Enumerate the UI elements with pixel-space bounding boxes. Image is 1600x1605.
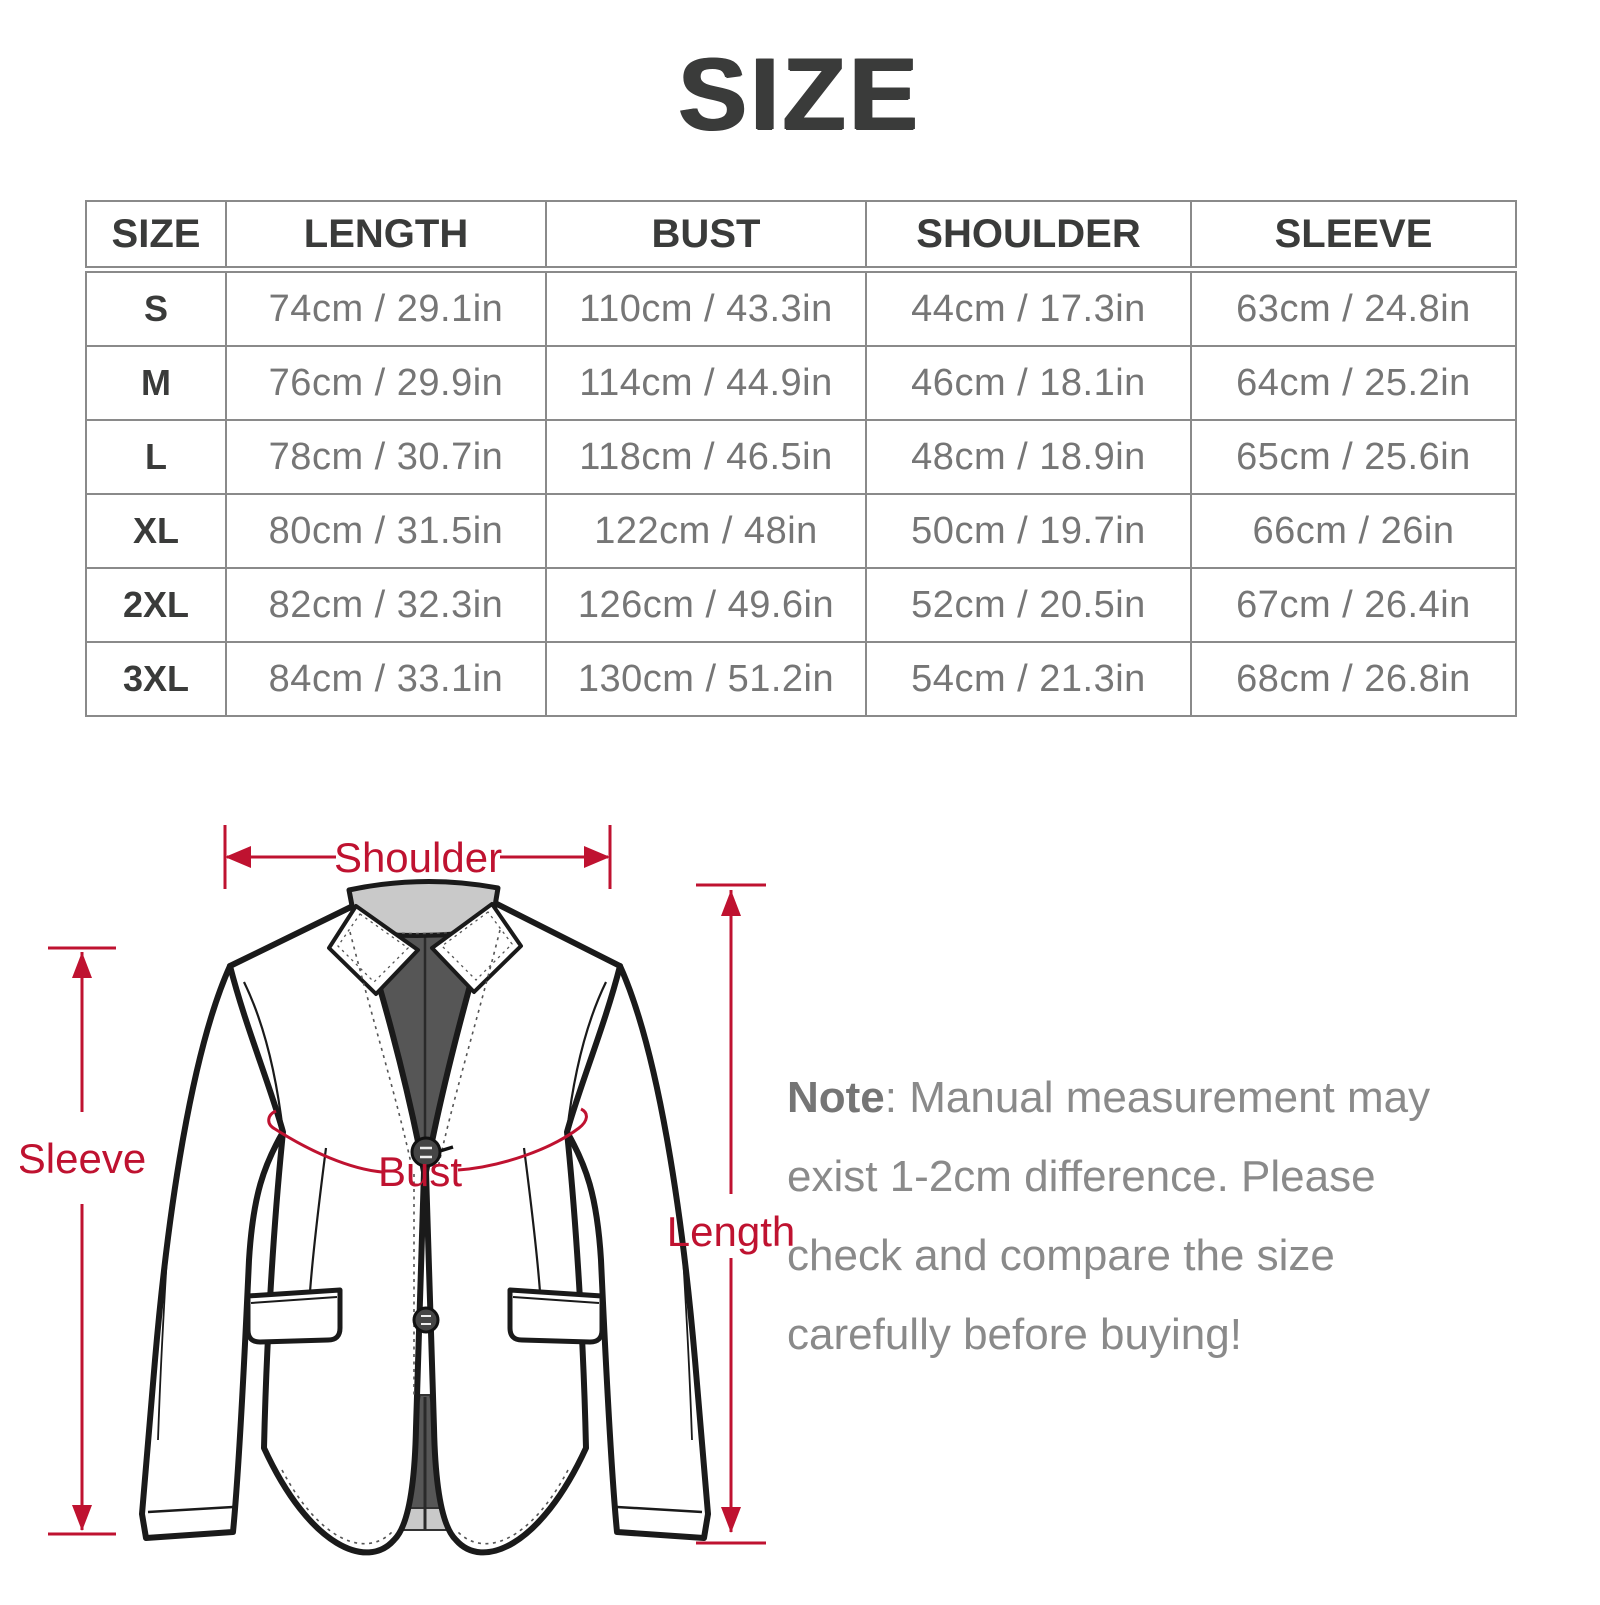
size-table: [85, 200, 1517, 717]
bust-value: 126cm / 49.6in: [546, 568, 866, 642]
page-title: SIZE: [678, 37, 922, 151]
header-size: SIZE: [86, 201, 226, 270]
length-label: Length: [666, 1208, 796, 1255]
table-row: [86, 568, 1516, 642]
sleeve-value: 68cm / 26.8in: [1191, 642, 1516, 716]
table-row: [86, 420, 1516, 494]
size-label: 3XL: [86, 642, 226, 716]
sleeve-value: 64cm / 25.2in: [1191, 346, 1516, 420]
shoulder-value: 46cm / 18.1in: [866, 346, 1191, 420]
size-table-header-row: [86, 201, 1516, 270]
shoulder-value: 44cm / 17.3in: [866, 270, 1191, 347]
note-line-2: exist 1-2cm difference. Please: [787, 1152, 1376, 1201]
header-sleeve: SLEEVE: [1191, 201, 1516, 270]
size-label: XL: [86, 494, 226, 568]
table-row: [86, 494, 1516, 568]
header-bust: BUST: [546, 201, 866, 270]
table-row: [86, 642, 1516, 716]
bust-value: 114cm / 44.9in: [546, 346, 866, 420]
table-row: [86, 346, 1516, 420]
bust-value: 118cm / 46.5in: [546, 420, 866, 494]
table-row: [86, 270, 1516, 347]
length-value: 74cm / 29.1in: [226, 270, 546, 347]
sleeve-label: Sleeve: [20, 1135, 147, 1182]
bust-value: 110cm / 43.3in: [546, 270, 866, 347]
size-label: L: [86, 420, 226, 494]
note-line-3: check and compare the size: [787, 1231, 1335, 1280]
shoulder-value: 52cm / 20.5in: [866, 568, 1191, 642]
shoulder-value: 50cm / 19.7in: [866, 494, 1191, 568]
note-line-1: Note: Manual measurement may: [787, 1073, 1431, 1122]
sleeve-value: 65cm / 25.6in: [1191, 420, 1516, 494]
length-value: 78cm / 30.7in: [226, 420, 546, 494]
shoulder-label: Shoulder: [333, 834, 503, 881]
bust-value: 130cm / 51.2in: [546, 642, 866, 716]
note-prefix: Note: [787, 1073, 885, 1122]
measurement-note: [787, 1058, 1497, 1374]
sleeve-value: 63cm / 24.8in: [1191, 270, 1516, 347]
note-line-4: carefully before buying!: [787, 1310, 1242, 1359]
sleeve-arrow: [48, 948, 116, 1534]
blazer-line-drawing: [20, 780, 800, 1600]
sleeve-value: 66cm / 26in: [1191, 494, 1516, 568]
bottom-button: [414, 1308, 438, 1332]
header-length: LENGTH: [226, 201, 546, 270]
shoulder-value: 54cm / 21.3in: [866, 642, 1191, 716]
bust-value: 122cm / 48in: [546, 494, 866, 568]
bust-label: Bust: [377, 1148, 463, 1195]
length-value: 84cm / 33.1in: [226, 642, 546, 716]
length-value: 80cm / 31.5in: [226, 494, 546, 568]
length-value: 82cm / 32.3in: [226, 568, 546, 642]
length-value: 76cm / 29.9in: [226, 346, 546, 420]
size-label: 2XL: [86, 568, 226, 642]
jacket-measurement-diagram: [20, 780, 800, 1600]
size-label: M: [86, 346, 226, 420]
header-shoulder: SHOULDER: [866, 201, 1191, 270]
size-label: S: [86, 270, 226, 347]
shoulder-value: 48cm / 18.9in: [866, 420, 1191, 494]
sleeve-value: 67cm / 26.4in: [1191, 568, 1516, 642]
